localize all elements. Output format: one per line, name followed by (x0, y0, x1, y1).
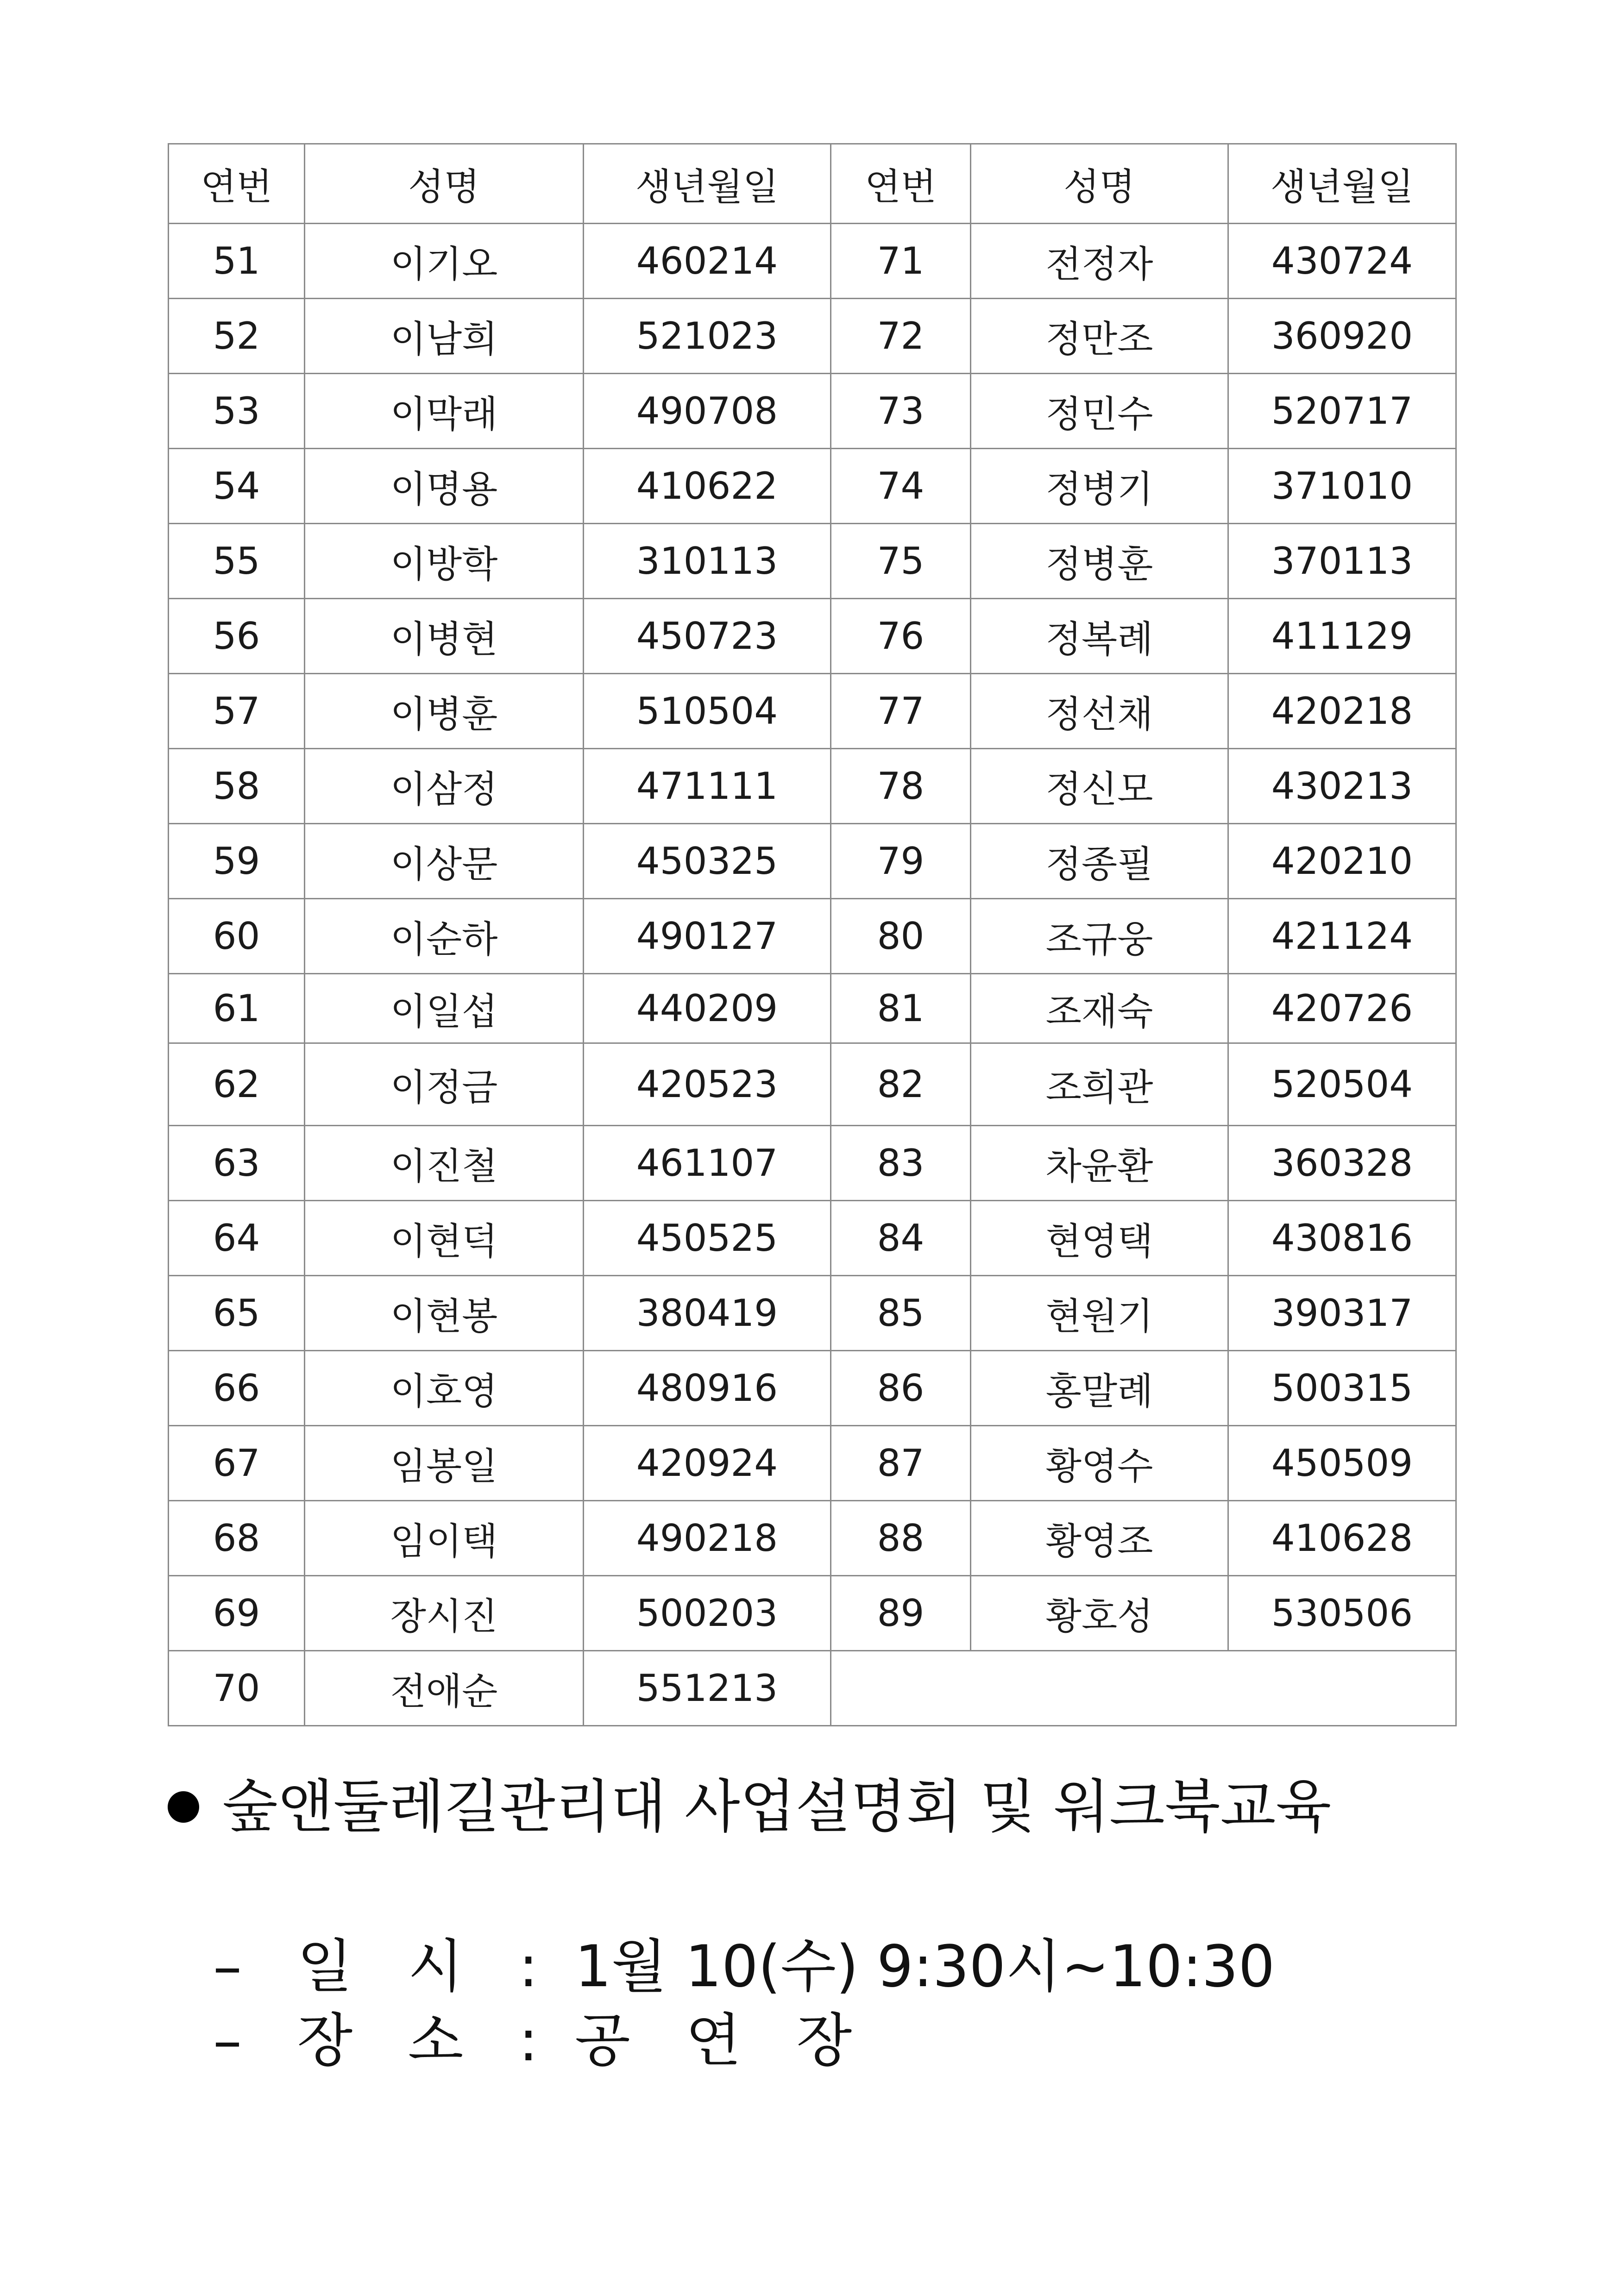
cell-birthdate: 460214 (584, 224, 831, 299)
table-row (169, 1351, 1456, 1426)
table-row (169, 1126, 1456, 1201)
notice-title (168, 1774, 1332, 1840)
cell-number: 81 (831, 974, 971, 1043)
cell-number: 55 (169, 524, 305, 599)
cell-name: 이병훈 (305, 674, 584, 749)
cell-number: 80 (831, 899, 971, 974)
cell-number: 85 (831, 1276, 971, 1351)
cell-birthdate: 490218 (584, 1501, 831, 1576)
cell-number: 87 (831, 1426, 971, 1501)
cell-number: 86 (831, 1351, 971, 1426)
cell-birthdate: 440209 (584, 974, 831, 1043)
table-row (169, 224, 1456, 299)
cell-name: 이방학 (305, 524, 584, 599)
notice-title-text: 숲앤둘레길관리대 사업설명회 및 워크북교육 (222, 1774, 1332, 1840)
cell-name: 정병훈 (971, 524, 1228, 599)
cell-number: 59 (169, 824, 305, 899)
cell-birthdate: 430724 (1228, 224, 1456, 299)
cell-birthdate: 500203 (584, 1576, 831, 1651)
cell-name: 정신모 (971, 749, 1228, 824)
table-row (169, 899, 1456, 974)
cell-number: 51 (169, 224, 305, 299)
cell-birthdate: 420218 (1228, 674, 1456, 749)
cell-name: 조재숙 (971, 974, 1228, 1043)
cell-name: 정복례 (971, 599, 1228, 674)
cell-number: 89 (831, 1576, 971, 1651)
cell-birthdate: 390317 (1228, 1276, 1456, 1351)
cell-name: 이막래 (305, 374, 584, 449)
cell-name: 이호영 (305, 1351, 584, 1426)
cell-number: 68 (169, 1501, 305, 1576)
cell-name: 이명용 (305, 449, 584, 524)
where-value: 공 연 장 (575, 2007, 871, 2074)
cell-number: 54 (169, 449, 305, 524)
table-row (169, 1043, 1456, 1126)
table-row (169, 749, 1456, 824)
cell-birthdate: 450525 (584, 1201, 831, 1276)
cell-number: 76 (831, 599, 971, 674)
cell-name: 장시진 (305, 1576, 584, 1651)
cell-name: 전정자 (971, 224, 1228, 299)
cell-number: 82 (831, 1043, 971, 1126)
table-row (169, 1501, 1456, 1576)
table-row (169, 824, 1456, 899)
cell-name: 정병기 (971, 449, 1228, 524)
table-row (169, 599, 1456, 674)
schedule-where (213, 2007, 871, 2074)
cell-birthdate: 471111 (584, 749, 831, 824)
cell-birthdate: 360328 (1228, 1126, 1456, 1201)
cell-birthdate: 420924 (584, 1426, 831, 1501)
table-row (169, 299, 1456, 374)
table-row (169, 374, 1456, 449)
cell-number: 62 (169, 1043, 305, 1126)
header-name: 성명 (305, 144, 584, 224)
cell-birthdate: 371010 (1228, 449, 1456, 524)
cell-birthdate: 461107 (584, 1126, 831, 1201)
cell-name: 현원기 (971, 1276, 1228, 1351)
cell-number: 52 (169, 299, 305, 374)
cell-name: 정선채 (971, 674, 1228, 749)
cell-number: 71 (831, 224, 971, 299)
cell-birthdate: 410622 (584, 449, 831, 524)
cell-number: 57 (169, 674, 305, 749)
table-row (169, 524, 1456, 599)
cell-name: 차윤환 (971, 1126, 1228, 1201)
cell-number: 66 (169, 1351, 305, 1426)
cell-birthdate: 450325 (584, 824, 831, 899)
empty-cell (831, 1651, 1456, 1726)
cell-birthdate: 450509 (1228, 1426, 1456, 1501)
cell-birthdate: 430213 (1228, 749, 1456, 824)
cell-name: 황영수 (971, 1426, 1228, 1501)
cell-number: 69 (169, 1576, 305, 1651)
cell-birthdate: 520717 (1228, 374, 1456, 449)
cell-name: 임봉일 (305, 1426, 584, 1501)
cell-number: 79 (831, 824, 971, 899)
cell-name: 이병현 (305, 599, 584, 674)
cell-number: 70 (169, 1651, 305, 1726)
cell-name: 조규웅 (971, 899, 1228, 974)
cell-name: 전애순 (305, 1651, 584, 1726)
cell-number: 83 (831, 1126, 971, 1201)
cell-name: 이기오 (305, 224, 584, 299)
cell-birthdate: 520504 (1228, 1043, 1456, 1126)
cell-birthdate: 510504 (584, 674, 831, 749)
cell-birthdate: 490127 (584, 899, 831, 974)
header-birthdate: 생년월일 (1228, 144, 1456, 224)
cell-birthdate: 360920 (1228, 299, 1456, 374)
cell-birthdate: 410628 (1228, 1501, 1456, 1576)
when-label: – 일 시 : (213, 1933, 557, 2000)
schedule-when (213, 1933, 1275, 2000)
cell-name: 임이택 (305, 1501, 584, 1576)
cell-name: 이일섭 (305, 974, 584, 1043)
cell-name: 황영조 (971, 1501, 1228, 1576)
cell-name: 이현덕 (305, 1201, 584, 1276)
where-label: – 장 소 : (213, 2007, 557, 2074)
cell-name: 정민수 (971, 374, 1228, 449)
cell-number: 78 (831, 749, 971, 824)
table-row (169, 674, 1456, 749)
cell-birthdate: 430816 (1228, 1201, 1456, 1276)
header-number: 연번 (831, 144, 971, 224)
cell-number: 74 (831, 449, 971, 524)
cell-birthdate: 490708 (584, 374, 831, 449)
cell-name: 정만조 (971, 299, 1228, 374)
cell-name: 정종필 (971, 824, 1228, 899)
cell-number: 72 (831, 299, 971, 374)
cell-number: 56 (169, 599, 305, 674)
cell-birthdate: 420726 (1228, 974, 1456, 1043)
table-row (169, 1651, 1456, 1726)
cell-name: 황호성 (971, 1576, 1228, 1651)
cell-name: 이순하 (305, 899, 584, 974)
table-row (169, 974, 1456, 1043)
cell-birthdate: 310113 (584, 524, 831, 599)
cell-name: 홍말례 (971, 1351, 1228, 1426)
header-birthdate: 생년월일 (584, 144, 831, 224)
participant-table (168, 143, 1457, 1726)
cell-name: 이상문 (305, 824, 584, 899)
cell-name: 이삼정 (305, 749, 584, 824)
cell-number: 61 (169, 974, 305, 1043)
cell-name: 이현봉 (305, 1276, 584, 1351)
cell-birthdate: 380419 (584, 1276, 831, 1351)
cell-number: 63 (169, 1126, 305, 1201)
cell-birthdate: 370113 (1228, 524, 1456, 599)
cell-number: 65 (169, 1276, 305, 1351)
cell-number: 53 (169, 374, 305, 449)
cell-birthdate: 480916 (584, 1351, 831, 1426)
cell-name: 현영택 (971, 1201, 1228, 1276)
cell-birthdate: 500315 (1228, 1351, 1456, 1426)
cell-birthdate: 420523 (584, 1043, 831, 1126)
cell-birthdate: 421124 (1228, 899, 1456, 974)
cell-number: 64 (169, 1201, 305, 1276)
cell-number: 84 (831, 1201, 971, 1276)
cell-number: 73 (831, 374, 971, 449)
cell-number: 75 (831, 524, 971, 599)
cell-number: 58 (169, 749, 305, 824)
table-row (169, 1276, 1456, 1351)
cell-birthdate: 521023 (584, 299, 831, 374)
bullet-icon (168, 1791, 199, 1823)
table-row (169, 449, 1456, 524)
cell-name: 조희관 (971, 1043, 1228, 1126)
table-header-row (169, 144, 1456, 224)
cell-number: 60 (169, 899, 305, 974)
cell-birthdate: 551213 (584, 1651, 831, 1726)
cell-birthdate: 530506 (1228, 1576, 1456, 1651)
table-row (169, 1576, 1456, 1651)
cell-name: 이진철 (305, 1126, 584, 1201)
cell-birthdate: 420210 (1228, 824, 1456, 899)
header-number: 연번 (169, 144, 305, 224)
cell-birthdate: 411129 (1228, 599, 1456, 674)
cell-birthdate: 450723 (584, 599, 831, 674)
when-value: 1월 10(수) 9:30시~10:30 (575, 1933, 1275, 2000)
table-row (169, 1426, 1456, 1501)
cell-number: 67 (169, 1426, 305, 1501)
table-row (169, 1201, 1456, 1276)
cell-number: 77 (831, 674, 971, 749)
cell-number: 88 (831, 1501, 971, 1576)
cell-name: 이남희 (305, 299, 584, 374)
cell-name: 이정금 (305, 1043, 584, 1126)
header-name: 성명 (971, 144, 1228, 224)
